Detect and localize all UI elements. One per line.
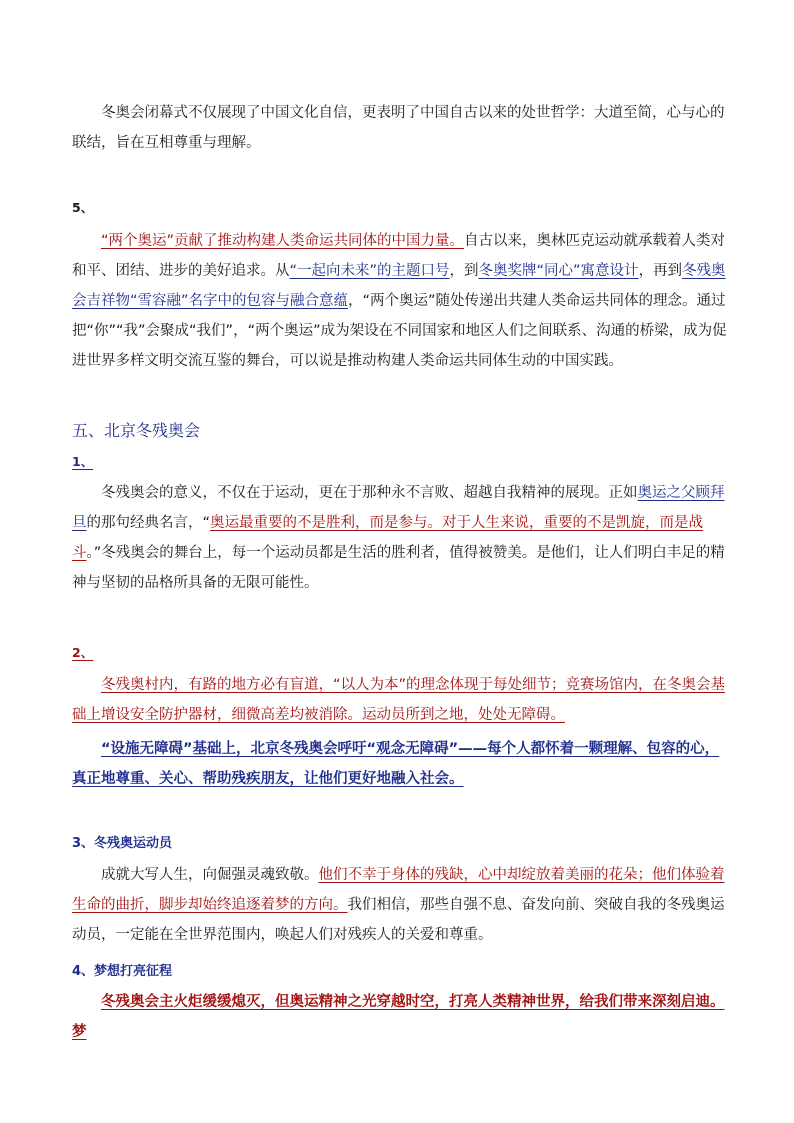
section-5-paragraph (72, 226, 732, 376)
point-1-text-2: 的那句经典名言，“ (86, 515, 211, 531)
point-3-title: 3、冬残奥运动员 (72, 836, 173, 851)
section-5-highlight-slogan: “一起向未来”的主题口号 (289, 263, 450, 279)
section-heading: 五、北京冬残奥会 (72, 421, 201, 440)
point-2-paragraph-b: “设施无障碍”基础上，北京冬残奥会呼吁“观念无障碍”——每个人都怀着一颗理解、包容的心，真正地尊重、关心、帮助残疾朋友，让他们更好地融入社会。 (72, 741, 720, 787)
intro-text: 冬奥会闭幕式不仅展现了中国文化自信，更表明了中国自古以来的处世哲学：大道至简，心与心的联结，旨在互相尊重与理解。 (72, 105, 725, 151)
intro-paragraph (72, 98, 732, 158)
section-5-highlight-mascot: 冬残奥会吉祥物“雪容融”名字中的包容与融合意蕴 (72, 263, 726, 309)
point-2-number: 2、 (72, 645, 94, 660)
section-5-text-2: ，到 (449, 263, 479, 279)
point-1-highlight-quote: 奥运最重要的不是胜利，而是参与。对于人生来说，重要的不是凯旋，而是战斗 (72, 515, 704, 561)
point-3-text-1: 成就大写人生，向倔强灵魂致敬。 (101, 867, 319, 883)
point-4-title: 4、梦想打亮征程 (72, 964, 173, 979)
point-1-highlight-coubertin: 奥运之父顾拜旦 (72, 485, 725, 531)
point-3-paragraph (72, 860, 732, 950)
point-3-highlight: 他们不幸于身体的残缺，心中却绽放着美丽的花朵；他们体验着生命的曲折，脚步却始终追逐着梦的方向。 (72, 867, 725, 913)
section-5-text-4: ，“两个奥运”随处传递出共建人类命运共同体的理念。通过把“你”“我”会聚成“我们”，“两个奥运”成为架设在不同国家和地区人们之间联系、沟通的桥梁，成为促进世界多样文明交流互鉴的舞台，可以说是推动构建人类命运共同体生动的中国实践。 (72, 293, 727, 369)
section-5-highlight-medal: 冬奥奖牌“同心”寓意设计 (478, 263, 639, 279)
point-1-paragraph (72, 478, 732, 598)
point-1-text-3: 。”冬残奥会的舞台上，每一个运动员都是生活的胜利者，值得被赞美。是他们，让人们明白丰足的精神与坚韧的品格所具备的无限可能性。 (72, 545, 725, 591)
point-2-paragraph-a: 冬残奥村内，有路的地方必有盲道，“以人为本”的理念体现于每处细节；竞赛场馆内，在冬奥会基础上增设安全防护器材，细微高差均被消除。运动员所到之地，处处无障碍。 (72, 677, 726, 723)
section-5-highlight-red: “两个奥运”贡献了推动构建人类命运共同体的中国力量。 (101, 233, 465, 249)
point-3-text-2: 我们相信，那些自强不息、奋发向前、突破自我的冬残奥运动员，一定能在全世界范围内，唤起人们对残疾人的关爱和尊重。 (72, 897, 725, 943)
point-4-paragraph: 冬残奥会主火炬缓缓熄灭，但奥运精神之光穿越时空，打亮人类精神世界，给我们带来深刻启迪。梦 (72, 994, 725, 1040)
section-5-number: 5、 (72, 200, 94, 215)
point-1-number: 1、 (72, 454, 94, 469)
section-5-text-1: 自古以来，奥林匹克运动就承载着人类对和平、团结、进步的美好追求。从 (72, 233, 726, 279)
section-5-text-3: ，再到 (638, 263, 683, 279)
point-1-text-1: 冬残奥会的意义，不仅在于运动，更在于那种永不言败、超越自我精神的展现。正如 (101, 485, 638, 501)
